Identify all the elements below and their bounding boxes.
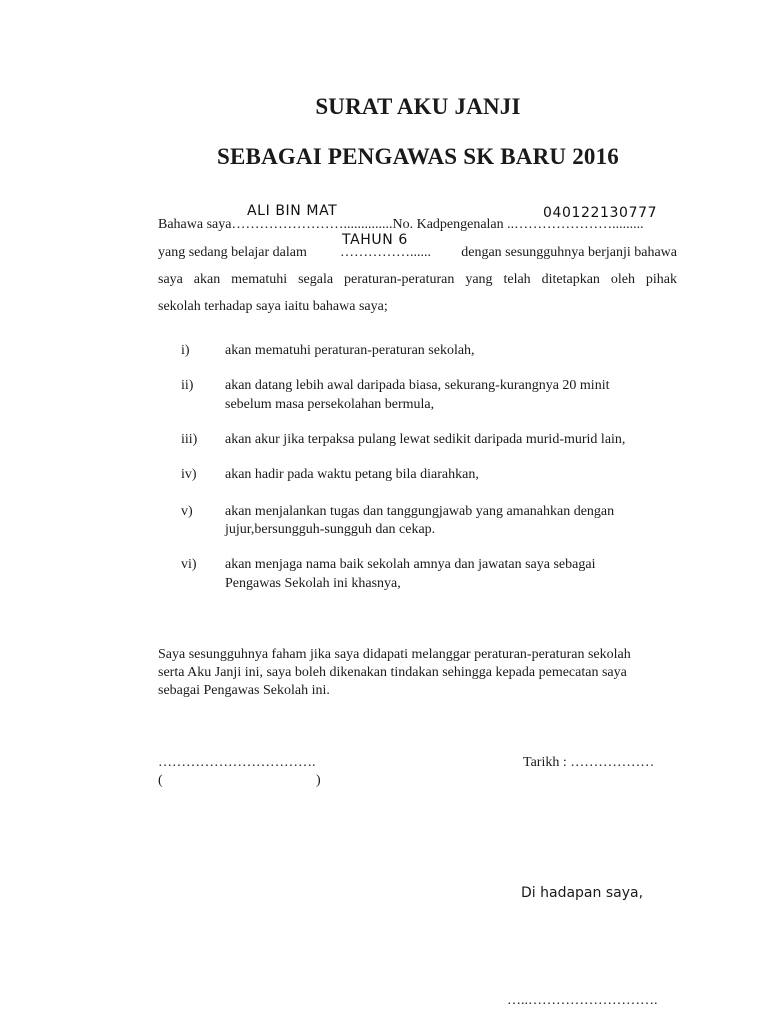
item-number: iv) <box>181 467 197 482</box>
closing-line-3: sebagai Pengawas Sekolah ini. <box>158 683 330 698</box>
filled-name: ALI BIN MAT <box>247 203 338 219</box>
statement-line-1 <box>158 217 644 233</box>
item-number: vi) <box>181 557 197 572</box>
document-title: SURAT AKU JANJI <box>315 94 521 119</box>
filled-class: TAHUN 6 <box>342 232 408 248</box>
date-field: Tarikh : ……………… <box>523 755 655 770</box>
name-blank: …………………….............. <box>231 217 393 232</box>
item-number: ii) <box>181 378 194 393</box>
document-subtitle: SEBAGAI PENGAWAS SK BARU 2016 <box>217 144 619 169</box>
item-number: iii) <box>181 432 198 447</box>
statement-line-2a: yang sedang belajar dalam <box>158 245 307 260</box>
item-text: akan menjalankan tugas dan tanggungjawab yang amanahkan dengan <box>225 504 615 519</box>
witness-signature-line: …..………………………. <box>507 993 658 1008</box>
statement-line-4: sekolah terhadap saya iaitu bahawa saya; <box>158 299 388 314</box>
item-text: akan akur jika terpaksa pulang lewat sedikit daripada murid-murid lain, <box>225 432 626 447</box>
id-blank: ..…………………......... <box>507 217 644 232</box>
item-number: i) <box>181 343 190 358</box>
item-text: akan hadir pada waktu petang bila diarahkan, <box>225 467 479 482</box>
statement-line-3: saya akan mematuhi segala peraturan-peraturan yang telah ditetapkan oleh pihak <box>158 272 677 287</box>
item-text-continued: Pengawas Sekolah ini khasnya, <box>225 576 401 591</box>
closing-line-1: Saya sesungguhnya faham jika saya didapati melanggar peraturan-peraturan sekolah <box>158 647 631 662</box>
id-label: No. Kadpengenalan <box>392 217 508 232</box>
signature-line: ……………………………. <box>158 755 316 770</box>
name-paren-close: ) <box>316 773 321 788</box>
statement-line-2b: dengan sesungguhnya berjanji bahawa <box>461 245 677 260</box>
class-blank: ……………...... <box>340 245 431 260</box>
item-text: akan datang lebih awal daripada biasa, sekurang-kurangnya 20 minit <box>225 378 610 393</box>
name-paren-open: ( <box>158 773 163 788</box>
item-text: akan mematuhi peraturan-peraturan sekolah, <box>225 343 475 358</box>
closing-line-2: serta Aku Janji ini, saya boleh dikenakan tindakan sehingga kepada pemecatan saya <box>158 665 627 680</box>
item-text: akan menjaga nama baik sekolah amnya dan jawatan saya sebagai <box>225 557 596 572</box>
statement-line-2 <box>158 245 677 261</box>
item-text-continued: sebelum masa persekolahan bermula, <box>225 397 435 412</box>
witness-label: Di hadapan saya, <box>521 885 644 901</box>
filled-id-number: 040122130777 <box>543 205 658 221</box>
item-number: v) <box>181 504 193 519</box>
item-text-continued: jujur,bersungguh-sungguh dan cekap. <box>225 522 436 537</box>
statement-prefix: Bahawa saya <box>158 217 232 232</box>
